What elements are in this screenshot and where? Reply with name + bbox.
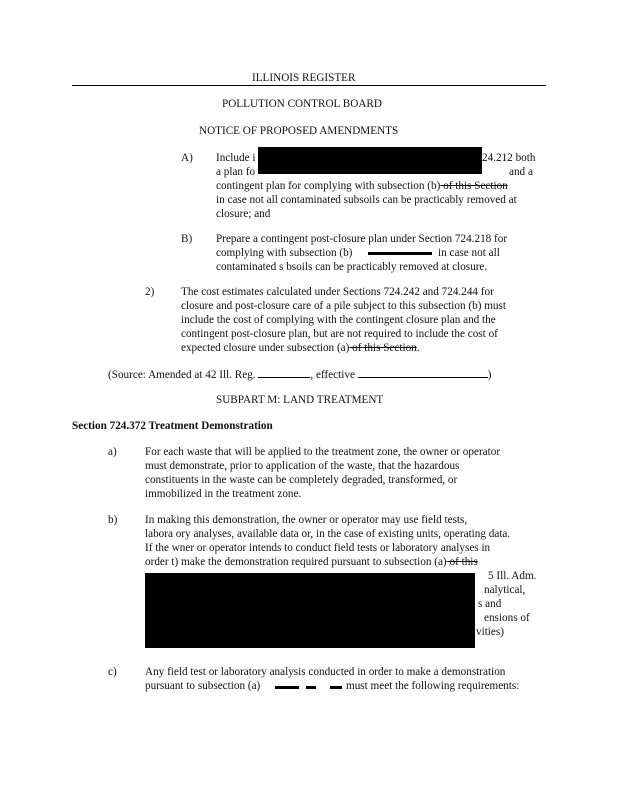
para-a-marker: a) — [108, 446, 117, 458]
redaction-mark — [330, 686, 342, 689]
item-2-line1: The cost estimates calculated under Sections 724.242 and 724.244 for — [181, 286, 494, 298]
para-b-line7-end: s and — [478, 598, 502, 610]
item-b-line1: Prepare a contingent post-closure plan under Section 724.218 for — [216, 233, 508, 245]
para-b-line9-end: vities) — [476, 626, 504, 638]
item-a-line1-end: 24.212 both — [482, 152, 536, 164]
redaction-mark — [306, 686, 316, 689]
para-c-line2-start: pursuant to subsection (a) — [145, 680, 261, 692]
item-b-line2-start: complying with subsection (b) — [216, 247, 353, 259]
item-a-marker: A) — [181, 152, 193, 164]
item-b-line2-end: in case not all — [438, 247, 500, 259]
item-a-line1-start: Include i — [216, 152, 256, 164]
para-b-line8-end: ensions of — [484, 612, 530, 624]
para-a-line2: must demonstrate, prior to application of the waste, that the hazardous — [145, 460, 460, 472]
item-b-marker: B) — [181, 233, 193, 245]
header-rule — [72, 85, 546, 86]
item-a-line2-end: and a — [509, 166, 533, 178]
item-2-line2: closure and post-closure care of a pile subject to this subsection (b) must — [181, 300, 506, 312]
register-title: ILLINOIS REGISTER — [252, 72, 356, 84]
notice-title: NOTICE OF PROPOSED AMENDMENTS — [199, 125, 399, 137]
item-a-line3: contingent plan for complying with subsection (b) of this Section — [216, 180, 508, 192]
item-2-line3: include the cost of complying with the contingent closure plan and the — [181, 314, 496, 326]
para-b-line2: labora ory analyses, available data or, in the case of existing units, operating data. — [145, 528, 511, 540]
item-b-line3: contaminated s bsoils can be practicably removed at closure. — [216, 261, 488, 273]
board-title: POLLUTION CONTROL BOARD — [222, 98, 382, 110]
item-a-line2-start: a plan fo — [216, 166, 256, 178]
para-c-marker: c) — [108, 666, 117, 678]
redaction-mark — [368, 252, 432, 255]
subpart-title: SUBPART M: LAND TREATMENT — [216, 394, 384, 406]
para-a-line1: For each waste that will be applied to the treatment zone, the owner or operator — [145, 446, 501, 458]
item-a-line5: closure; and — [216, 208, 271, 220]
redaction-block — [258, 147, 482, 174]
source-line: (Source: Amended at 42 Ill. Reg. , effective ) — [108, 369, 492, 381]
para-a-line3: constituents in the waste can be completely degraded, transformed, or — [145, 474, 458, 486]
item-2-line4: contingent post-closure plan, but are not required to include the cost of — [181, 328, 498, 340]
item-2-marker: 2) — [145, 286, 155, 298]
para-b-line3: If the wner or operator intends to conduct field tests or laboratory analyses in — [145, 542, 491, 554]
item-a-line4: in case not all contaminated subsoils can be practicably removed at — [216, 194, 517, 206]
para-b-line6-end: nalytical, — [484, 584, 526, 596]
para-a-line4: immobilized in the treatment zone. — [145, 488, 302, 500]
para-c-line1: Any field test or laboratory analysis conducted in order to make a demonstration — [145, 666, 506, 678]
section-title: Section 724.372 Treatment Demonstration — [72, 420, 273, 432]
redaction-block — [145, 573, 475, 648]
para-b-line1: In making this demonstration, the owner or operator may use field tests, — [145, 514, 468, 526]
para-b-line5-end: 5 Ill. Adm. — [488, 570, 537, 582]
item-2-line5: expected closure under subsection (a) of this Section. — [181, 342, 420, 354]
para-c-line2-end: must meet the following requirements: — [346, 680, 520, 692]
para-b-line4: order t) make the demonstration required pursuant to subsection (a) of this — [145, 556, 478, 568]
para-b-marker: b) — [108, 514, 118, 526]
redaction-mark — [275, 686, 299, 689]
